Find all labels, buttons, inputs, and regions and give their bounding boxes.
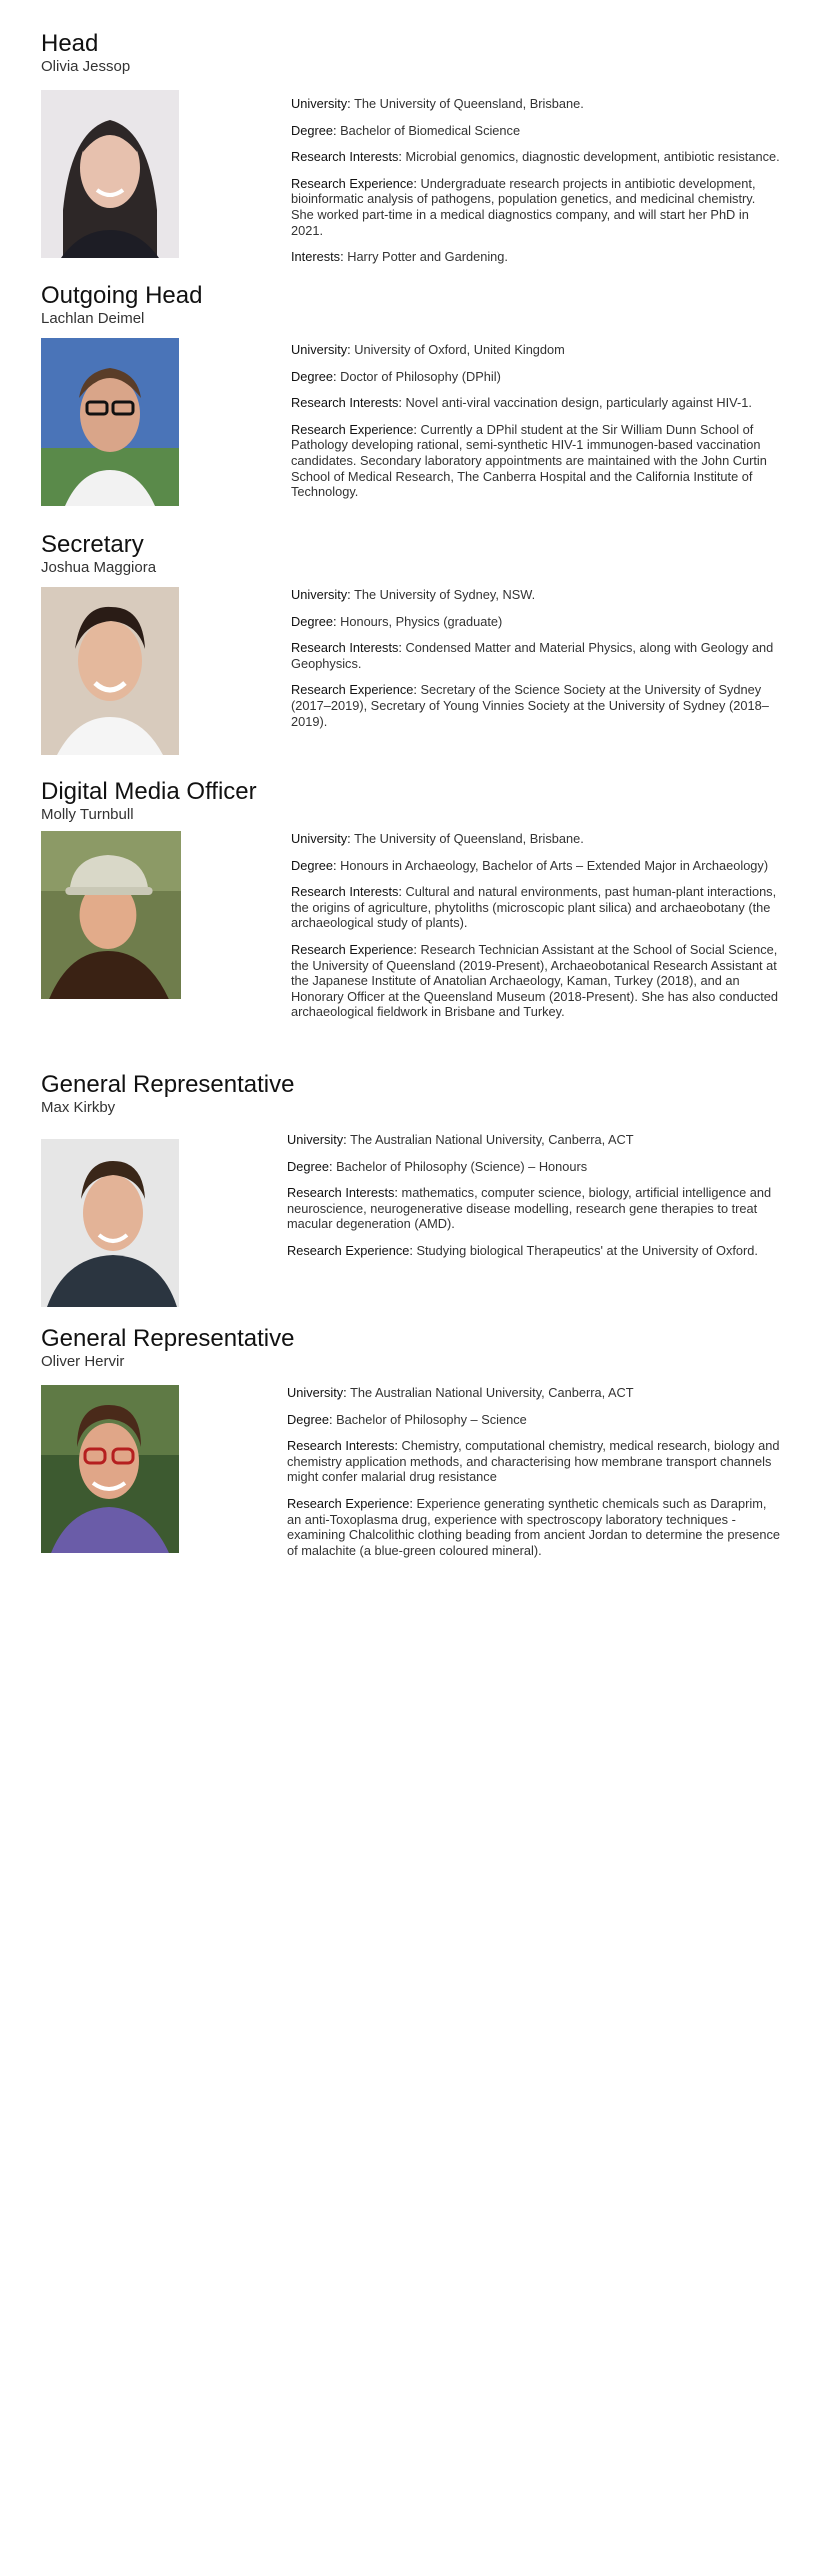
detail-label: Research Experience: [291,941,417,957]
detail-label: Research Interests: [291,395,402,411]
detail-research-interests [291,884,781,931]
detail-degree [287,1159,781,1175]
member-name: Oliver Hervir [41,1353,125,1370]
detail-value: Honours, Physics (graduate) [340,613,503,629]
member-details [287,1385,781,1569]
detail-value: Bachelor of Philosophy – Science [336,1411,527,1427]
detail-value: University of Oxford, United Kingdom [354,342,565,357]
detail-research-experience [291,942,781,1020]
detail-university [291,831,781,847]
member-role: Outgoing Head [41,282,203,309]
detail-value: Honours in Archaeology, Bachelor of Arts – Extended Major in Archaeology) [340,857,769,873]
member-outgoing-head [41,282,781,500]
detail-degree [291,858,781,874]
detail-value: Doctor of Philosophy (DPhil) [340,368,501,384]
detail-label: Research Experience: [291,682,417,698]
detail-research-interests [287,1438,781,1485]
detail-degree [287,1412,781,1428]
detail-label: University: [291,587,351,602]
detail-label: Research Experience: [291,421,417,437]
member-photo [41,1139,179,1307]
member-role: Secretary [41,531,144,558]
detail-value: The University of Queensland, Brisbane. [354,831,584,846]
member-photo [41,587,179,755]
detail-research-interests [291,640,781,671]
detail-university [291,342,781,358]
detail-value: The Australian National University, Canberra, ACT [350,1132,634,1147]
detail-value: Undergraduate research projects in antibiotic development, bioinformatic analysis of pathogens, population genetics, and medicinal chemistry. She worked part-time in a medical diagnostics company, and will start her PhD in 2021. [291,175,756,238]
detail-label: Degree: [291,613,337,629]
detail-value: Research Technician Assistant at the School of Social Science, the University of Queensland (2019-Present), Archaeobotanical Research Assistant at the Japanese Institute of Anatolian Archaeology, Kaman, Turkey (2018), and an Honorary Officer at the Queensland Museum (2018-Present). She has also conducted archaeological fieldwork in Brisbane and Turkey. [291,941,779,1020]
detail-label: Research Interests: [291,149,402,165]
detail-university [287,1132,781,1148]
detail-label: Research Interests: [291,640,402,656]
detail-value: Bachelor of Philosophy (Science) – Honours [336,1158,588,1174]
member-details [291,342,781,511]
detail-label: Degree: [287,1158,333,1174]
member-secretary [41,531,781,729]
detail-label: University: [287,1385,347,1400]
detail-research-experience [287,1243,781,1259]
member-photo [41,1385,179,1553]
member-general-representative [41,1071,781,1258]
detail-value: Chemistry, computational chemistry, medical research, biology and chemistry application methods, and characterising how membrane transport channels might confer malarial drug resistance [287,1438,780,1485]
member-name: Molly Turnbull [41,806,134,823]
detail-research-interests [287,1185,781,1232]
member-photo [41,831,181,999]
detail-value: mathematics, computer science, biology, artificial intelligence and neuroscience, neurogenerative disease modelling, research gene therapies to treat macular degeneration (AMD). [287,1185,772,1232]
member-role: General Representative [41,1071,295,1098]
detail-label: Research Experience: [287,1242,413,1258]
detail-label: Research Experience: [287,1495,413,1511]
member-photo [41,90,179,258]
detail-label: University: [291,831,351,846]
detail-label: Research Interests: [287,1185,398,1201]
member-role: Digital Media Officer [41,778,257,805]
detail-label: Research Interests: [291,884,402,900]
detail-label: University: [291,342,351,357]
detail-university [291,96,781,112]
detail-value: The University of Queensland, Brisbane. [354,96,584,111]
detail-university [291,587,781,603]
detail-research-experience [287,1496,781,1558]
detail-research-interests [291,149,781,165]
detail-interests [291,249,781,265]
member-general-representative [41,1325,781,1558]
member-details [287,1132,781,1270]
member-details [291,96,781,276]
member-name: Joshua Maggiora [41,559,157,576]
detail-label: Degree: [287,1411,333,1427]
detail-value: The Australian National University, Canberra, ACT [350,1385,634,1400]
member-details [291,587,781,740]
member-role: Head [41,30,99,57]
detail-value: Secretary of the Science Society at the University of Sydney (2017–2019), Secretary of Young Vinnies Society at the University of Sydney (2018–2019). [291,682,769,729]
detail-research-interests [291,395,781,411]
detail-label: University: [287,1132,347,1147]
detail-degree [291,369,781,385]
detail-value: Cultural and natural environments, past human-plant interactions, the origins of agriculture, phytoliths (microscopic plant silica) and archaeobotany (the archaeological study of plants). [291,884,777,931]
detail-value: Currently a DPhil student at the Sir William Dunn School of Pathology developing rational, semi-synthetic HIV-1 immunogen-based vaccination candidates. Secondary laboratory appointments are maintained with the John Curtin School of Medical Research, The Canberra Hospital and the California Institute of Technology. [291,421,767,500]
detail-label: Degree: [291,368,337,384]
detail-label: Interests: [291,249,344,265]
member-role: General Representative [41,1325,295,1352]
detail-degree [291,123,781,139]
detail-value: Bachelor of Biomedical Science [340,122,521,138]
detail-label: Research Experience: [291,175,417,191]
detail-value: Harry Potter and Gardening. [347,249,508,265]
member-name: Lachlan Deimel [41,310,145,327]
detail-value: Novel anti-viral vaccination design, particularly against HIV-1. [405,395,752,411]
detail-research-experience [291,176,781,238]
detail-label: Degree: [291,857,337,873]
member-name: Olivia Jessop [41,58,131,75]
member-details [291,831,781,1031]
detail-degree [291,614,781,630]
detail-label: University: [291,96,351,111]
detail-university [287,1385,781,1401]
detail-label: Research Interests: [287,1438,398,1454]
member-digital-media-officer [41,778,781,1020]
detail-value: Condensed Matter and Material Physics, along with Geology and Geophysics. [291,640,774,671]
member-photo [41,338,179,506]
detail-research-experience [291,682,781,729]
detail-value: Studying biological Therapeutics' at the University of Oxford. [416,1242,758,1258]
member-head [41,30,781,265]
detail-value: Microbial genomics, diagnostic development, antibiotic resistance. [405,149,780,165]
detail-label: Degree: [291,122,337,138]
detail-research-experience [291,422,781,500]
detail-value: The University of Sydney, NSW. [354,587,536,602]
detail-value: Experience generating synthetic chemicals such as Daraprim, an anti-Toxoplasma drug, experience with spectroscopy laboratory techniques - examining Chalcolithic clothing beading from ancient Jordan to determine the presence of malachite (a blue-green coloured mineral). [287,1495,780,1558]
member-name: Max Kirkby [41,1099,116,1116]
